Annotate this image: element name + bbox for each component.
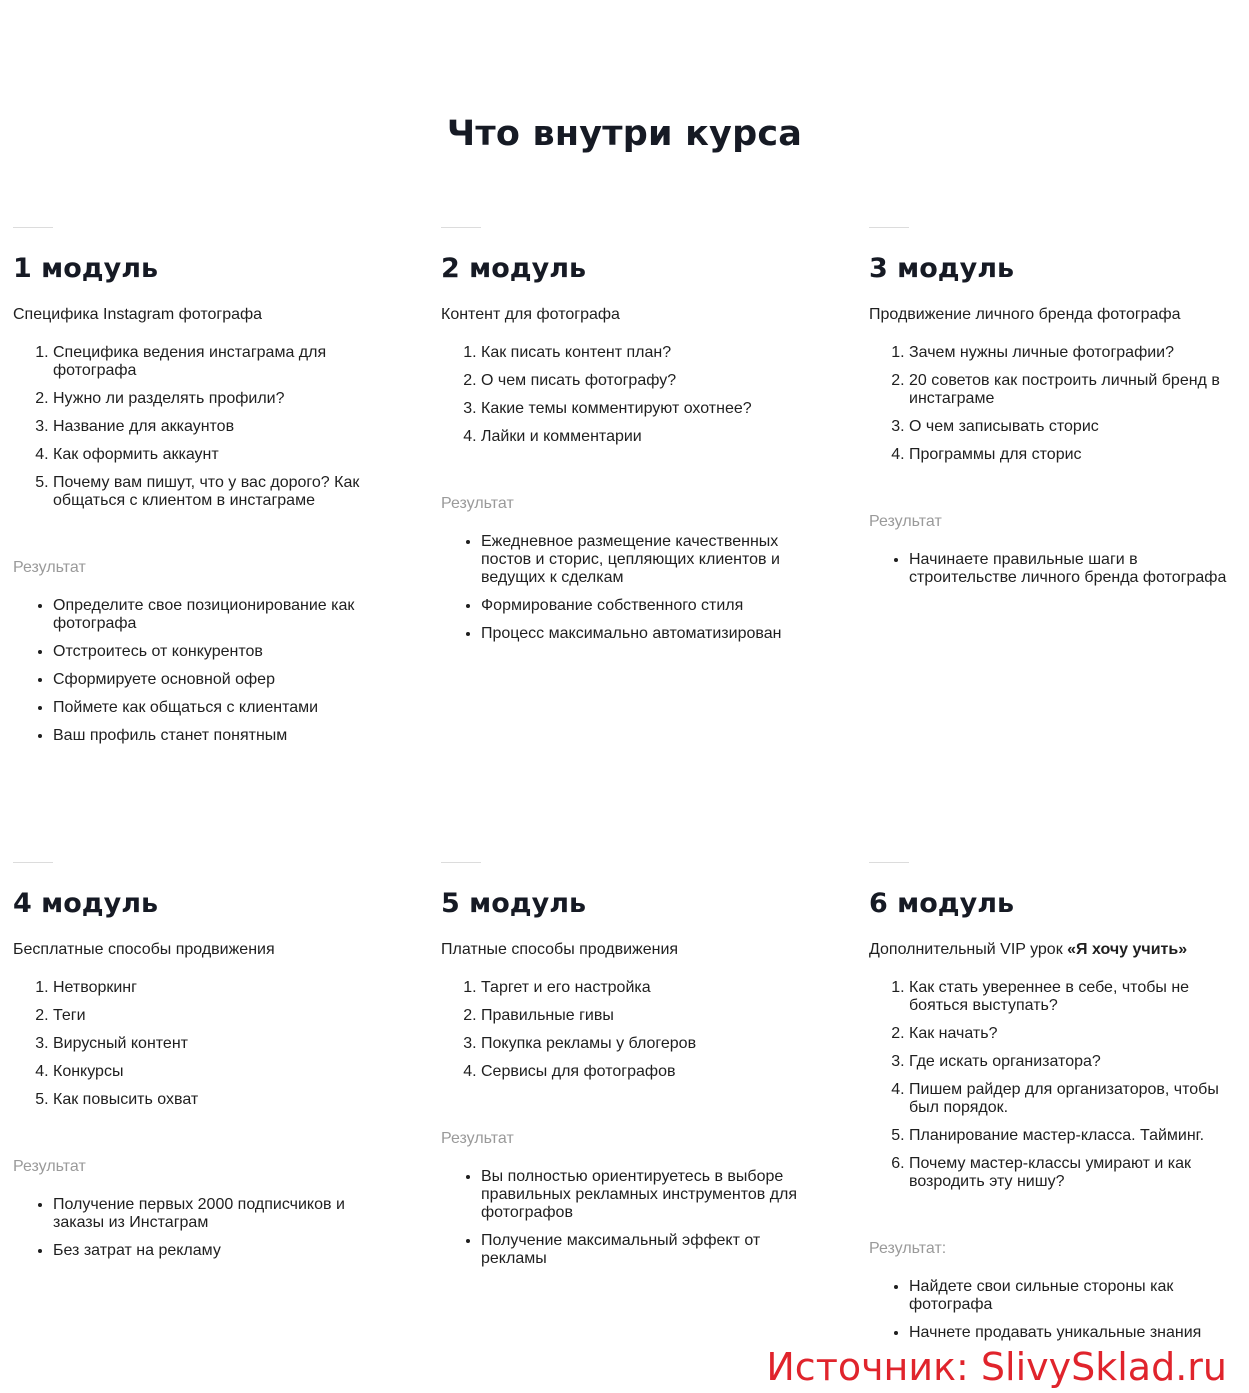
lesson-item: 2. О чем писать фотографу? bbox=[481, 372, 811, 390]
lesson-item: 1. Нетворкинг bbox=[53, 979, 383, 997]
module-divider bbox=[13, 862, 53, 863]
lesson-list bbox=[13, 344, 383, 510]
module-heading: 5 модуль bbox=[441, 888, 587, 919]
lesson-item: 2. 20 советов как построить личный бренд в инстаграме bbox=[909, 372, 1239, 408]
module-subtitle: Бесплатные способы продвижения bbox=[13, 941, 275, 958]
result-item: • Начнете продавать уникальные знания bbox=[909, 1324, 1239, 1342]
result-item: • Вы полностью ориентируетесь в выборе правильных рекламных инструментов для фотографов bbox=[481, 1168, 811, 1222]
lesson-item: 4. Конкурсы bbox=[53, 1063, 383, 1081]
subtitle-text: Дополнительный VIP урок bbox=[869, 941, 1063, 958]
module-heading: 3 модуль bbox=[869, 253, 1015, 284]
lesson-item: 2. Правильные гивы bbox=[481, 1007, 811, 1025]
module-3 bbox=[869, 227, 1239, 597]
lesson-item: 5. Планирование мастер-класса. Тайминг. bbox=[909, 1127, 1239, 1145]
result-item: • Процесс максимально автоматизирован bbox=[481, 625, 811, 643]
result-list bbox=[869, 551, 1239, 587]
module-divider bbox=[869, 227, 909, 228]
module-divider bbox=[441, 227, 481, 228]
lesson-item: 2. Как начать? bbox=[909, 1025, 1239, 1043]
lesson-item: 1. Как стать увереннее в себе, чтобы не бояться выступать? bbox=[909, 979, 1239, 1015]
result-item: • Получение максимальный эффект от рекламы bbox=[481, 1232, 811, 1268]
result-label: Результат bbox=[869, 513, 942, 530]
module-subtitle: Специфика Instagram фотографа bbox=[13, 306, 263, 323]
lesson-item: 3. О чем записывать сторис bbox=[909, 418, 1239, 436]
result-item: • Ваш профиль станет понятным bbox=[53, 727, 383, 745]
lesson-item: 3. Где искать организатора? bbox=[909, 1053, 1239, 1071]
result-item: • Поймете как общаться с клиентами bbox=[53, 699, 383, 717]
result-label: Результат bbox=[441, 495, 514, 512]
module-divider bbox=[441, 862, 481, 863]
lesson-list bbox=[441, 979, 811, 1081]
result-item: • Отстроитесь от конкурентов bbox=[53, 643, 383, 661]
lesson-item: 5. Как повысить охват bbox=[53, 1091, 383, 1109]
page-title: Что внутри курса bbox=[446, 114, 803, 154]
lesson-list bbox=[869, 979, 1239, 1191]
lesson-item: 3. Вирусный контент bbox=[53, 1035, 383, 1053]
lesson-list bbox=[13, 979, 383, 1109]
lesson-item: 4. Как оформить аккаунт bbox=[53, 446, 383, 464]
result-label: Результат bbox=[441, 1130, 514, 1147]
source-watermark: Источник: SlivySklad.ru bbox=[766, 1345, 1227, 1389]
result-label: Результат bbox=[13, 559, 86, 576]
result-list bbox=[869, 1278, 1239, 1342]
module-2 bbox=[441, 227, 811, 653]
module-subtitle: Контент для фотографа bbox=[441, 306, 620, 323]
lesson-item: 2. Нужно ли разделять профили? bbox=[53, 390, 383, 408]
lesson-item: 4. Лайки и комментарии bbox=[481, 428, 811, 446]
module-divider bbox=[869, 862, 909, 863]
result-item: • Получение первых 2000 подписчиков и заказы из Инстаграм bbox=[53, 1196, 383, 1232]
result-item: • Формирование собственного стиля bbox=[481, 597, 811, 615]
subtitle-emphasis: «Я хочу учить» bbox=[1067, 941, 1188, 958]
lesson-item: 4. Сервисы для фотографов bbox=[481, 1063, 811, 1081]
lesson-item: 1. Как писать контент план? bbox=[481, 344, 811, 362]
module-heading: 6 модуль bbox=[869, 888, 1015, 919]
result-list bbox=[13, 597, 383, 745]
module-4 bbox=[13, 862, 383, 1270]
result-label: Результат bbox=[13, 1158, 86, 1175]
result-item: • Сформируете основной офер bbox=[53, 671, 383, 689]
result-list bbox=[441, 1168, 811, 1268]
module-subtitle bbox=[869, 940, 1239, 960]
lesson-item: 4. Программы для сторис bbox=[909, 446, 1239, 464]
result-list bbox=[13, 1196, 383, 1260]
result-item: • Начинаете правильные шаги в строительстве личного бренда фотографа bbox=[909, 551, 1239, 587]
result-item: • Без затрат на рекламу bbox=[53, 1242, 383, 1260]
module-heading: 4 модуль bbox=[13, 888, 159, 919]
module-1 bbox=[13, 227, 383, 755]
lesson-item: 1. Таргет и его настройка bbox=[481, 979, 811, 997]
lesson-list bbox=[869, 344, 1239, 464]
result-item: • Найдете свои сильные стороны как фотографа bbox=[909, 1278, 1239, 1314]
module-subtitle: Платные способы продвижения bbox=[441, 941, 679, 958]
lesson-item: 5. Почему вам пишут, что у вас дорого? Как общаться с клиентом в инстаграме bbox=[53, 474, 383, 510]
lesson-list bbox=[441, 344, 811, 446]
module-5 bbox=[441, 862, 811, 1278]
lesson-item: 4. Пишем райдер для организаторов, чтобы был порядок. bbox=[909, 1081, 1239, 1117]
result-label: Результат: bbox=[869, 1240, 947, 1257]
module-subtitle: Продвижение личного бренда фотографа bbox=[869, 306, 1181, 323]
lesson-item: 1. Специфика ведения инстаграма для фотографа bbox=[53, 344, 383, 380]
result-list bbox=[441, 533, 811, 643]
module-heading: 2 модуль bbox=[441, 253, 587, 284]
lesson-item: 2. Теги bbox=[53, 1007, 383, 1025]
lesson-item: 3. Название для аккаунтов bbox=[53, 418, 383, 436]
result-item: • Ежедневное размещение качественных постов и сторис, цепляющих клиентов и ведущих к сделкам bbox=[481, 533, 811, 587]
result-item: • Определите свое позиционирование как фотографа bbox=[53, 597, 383, 633]
lesson-item: 1. Зачем нужны личные фотографии? bbox=[909, 344, 1239, 362]
module-divider bbox=[13, 227, 53, 228]
lesson-item: 6. Почему мастер-классы умирают и как возродить эту нишу? bbox=[909, 1155, 1239, 1191]
module-heading: 1 модуль bbox=[13, 253, 159, 284]
lesson-item: 3. Покупка рекламы у блогеров bbox=[481, 1035, 811, 1053]
lesson-item: 3. Какие темы комментируют охотнее? bbox=[481, 400, 811, 418]
module-6 bbox=[869, 862, 1239, 1352]
